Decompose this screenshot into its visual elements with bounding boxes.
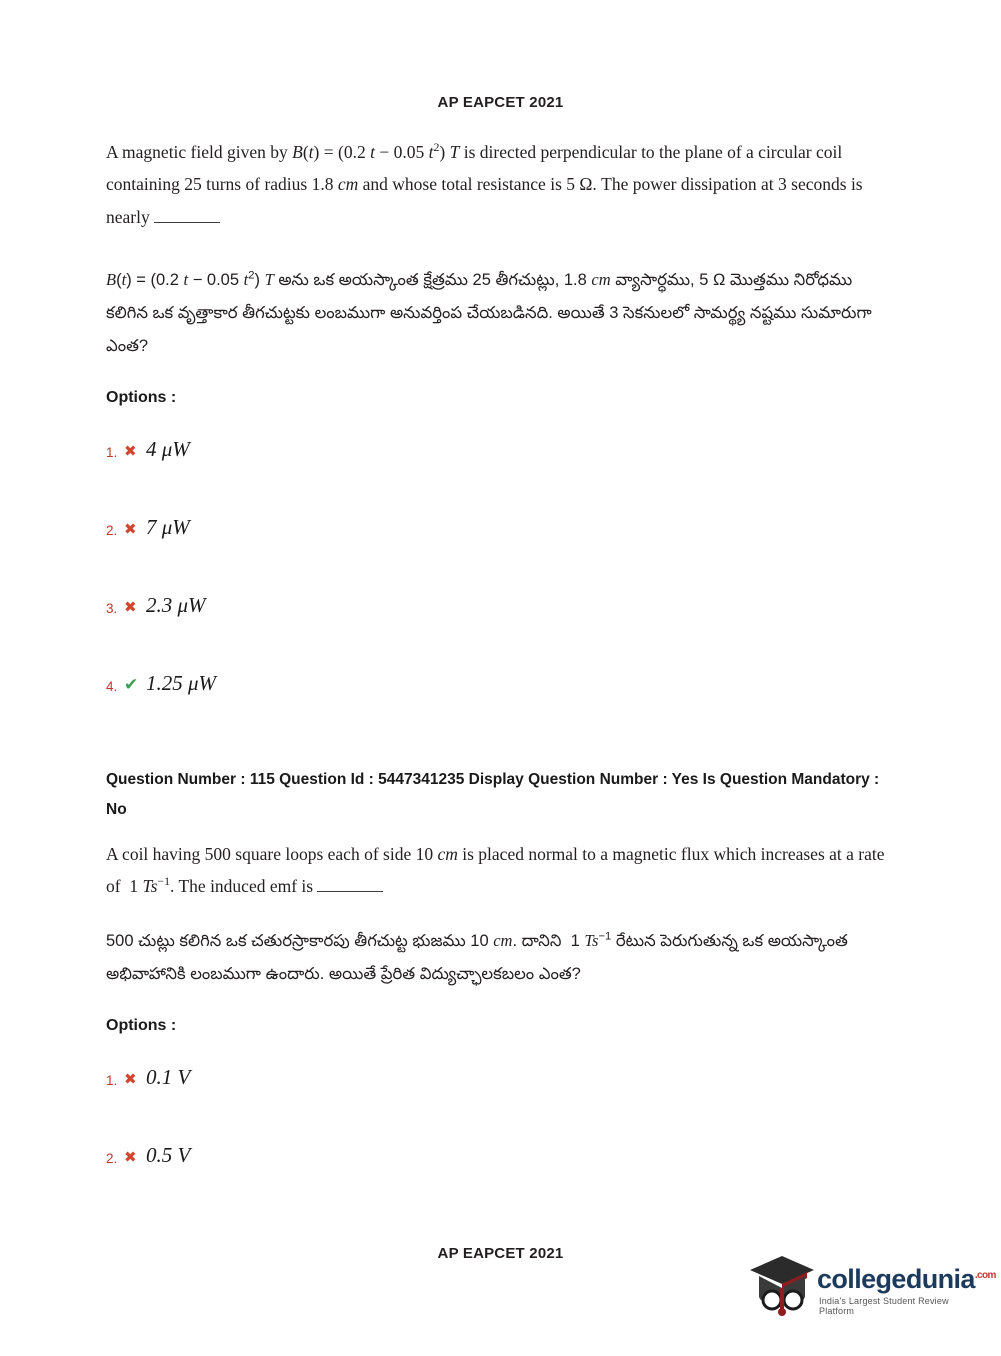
- question-2-meta: Question Number : 115 Question Id : 5447341235 Display Question Number : Yes Is Question Mandatory : No: [106, 771, 880, 819]
- brand-label: collegedunia: [817, 1264, 975, 1294]
- question-2-options-label: Options :: [106, 1017, 177, 1035]
- answer-blank: [317, 876, 383, 892]
- answer-blank: [154, 207, 220, 223]
- option-text: 0.1 V: [146, 1065, 191, 1090]
- option-text: 0.5 V: [146, 1143, 191, 1168]
- correct-mark-icon: ✔: [124, 675, 139, 695]
- brand-name: [817, 1264, 996, 1295]
- option-row[interactable]: [106, 1041, 896, 1089]
- page-content: [106, 136, 896, 1197]
- collegedunia-watermark: [737, 1244, 996, 1326]
- wrong-mark-icon: ✖: [124, 599, 137, 617]
- option-number: 3.: [106, 600, 118, 616]
- question-1-block: [106, 136, 896, 695]
- wrong-mark-icon: ✖: [124, 521, 137, 539]
- option-number: 2.: [106, 1150, 118, 1166]
- brand-domain: .com: [974, 1270, 996, 1281]
- brand-tagline: India's Largest Student Review Platform: [819, 1296, 949, 1316]
- option-row[interactable]: [106, 491, 896, 539]
- option-text: 7 μW: [146, 515, 190, 540]
- graduate-cap-icon: [745, 1248, 819, 1322]
- option-row[interactable]: [106, 647, 896, 695]
- option-row[interactable]: [106, 1119, 896, 1167]
- wrong-mark-icon: ✖: [124, 1149, 137, 1167]
- option-text: 1.25 μW: [146, 671, 217, 696]
- option-text: 2.3 μW: [146, 593, 206, 618]
- option-number: 1.: [106, 1072, 118, 1088]
- question-2-english-text: A coil having 500 square loops each of side 10 cm is placed normal to a magnetic flux which increases at a rate of 1 $Ts^{-1}$. The induced emf is: [106, 843, 885, 896]
- option-number: 1.: [106, 444, 118, 460]
- question-1-english-text: A magnetic field given by B(t) = (0.2 t − 0.05 $t^2$) T is directed perpendicular to the plane of a circular coil containing 25 turns of radius 1.8 cm and whose total resistance is 5 Ω. The power dissipation at 3 seconds is nearly: [106, 140, 863, 227]
- option-number: 4.: [106, 678, 118, 694]
- question-1-telugu-text: B(t) = (0.2 t − 0.05 $t^2$) T అను ఒక అయస్కాంత క్షేత్రము 25 తీగచుట్లు, 1.8 cm వ్యాసార్ధము, 5 Ω మొత్తము నిరోధము కలిగిన ఒక వృత్తాకార తీగచుట్టకు లంబముగా అనువర్తింప చేయబడినది. అయితే 3 సెకనులలో సామర్థ్య నష్టము సుమారుగా ఎంత?: [106, 269, 872, 356]
- question-1-options-label: Options :: [106, 389, 177, 407]
- option-row[interactable]: [106, 569, 896, 617]
- wrong-mark-icon: ✖: [124, 443, 137, 461]
- wrong-mark-icon: ✖: [124, 1071, 137, 1089]
- option-text: 4 μW: [146, 437, 190, 462]
- question-2-telugu-text: 500 చుట్లు కలిగిన ఒక చతురస్రాకారపు తీగచుట్ట భుజము 10 cm. దానిని 1 $Ts^{-1}$ రేటున పెరుగుతున్న ఒక అయస్కాంత అభివాహానికి లంబముగా ఉందారు. అయితే ప్రేరిత విద్యుచ్ఛాలకబలం ఎంత?: [106, 930, 848, 984]
- page-footer-title: AP EAPCET 2021: [437, 1245, 564, 1262]
- option-number: 2.: [106, 522, 118, 538]
- option-row[interactable]: [106, 413, 896, 461]
- question-2-block: [106, 765, 896, 1167]
- page-header-title: AP EAPCET 2021: [437, 94, 564, 111]
